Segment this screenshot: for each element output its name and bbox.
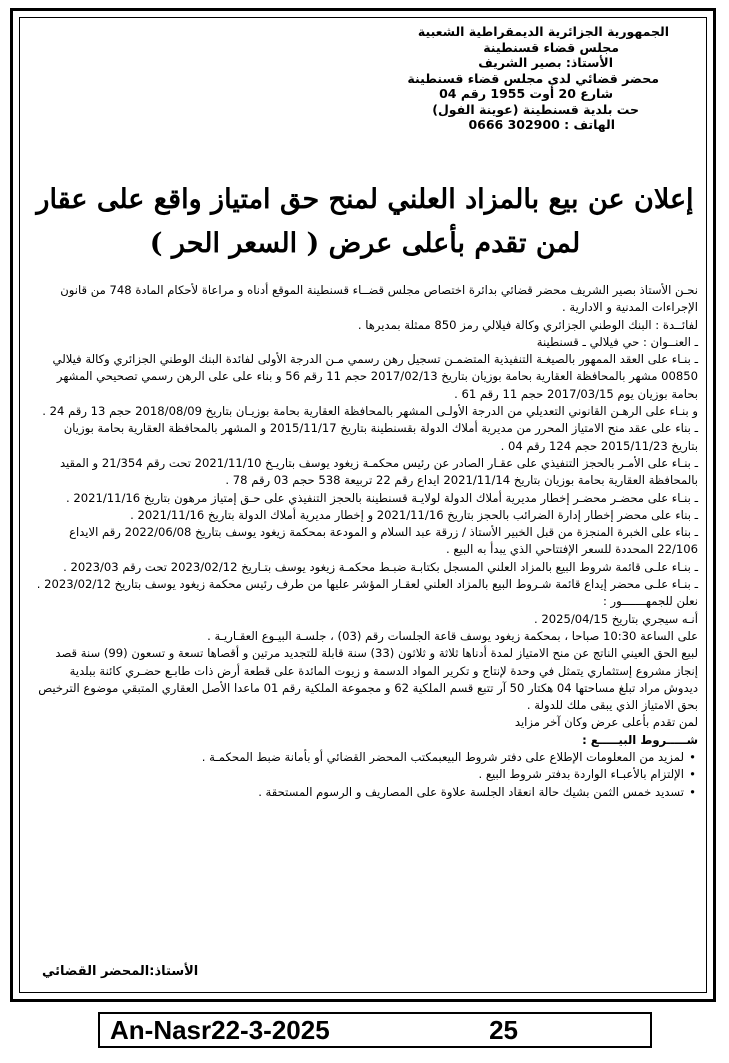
header-line: الجمهورية الجزائرية الديمقراطية الشعبية xyxy=(417,24,669,39)
header-line: الأستاذ: بصير الشريف xyxy=(478,55,613,70)
body-paragraph: ـ بنـاء على الأمـر بالحجز التنفيذي على عقـار الصادر عن رئيس محكمـة زيغود يوسف بتاريـخ 2021/11/10 تحت رقم 21/354 و المقيد بالمحافظة العقارية بحامة بوزيان بتاريخ 2021/11/14 ايداع رقم 22 تربيعة 538 حجم 03 رقم 78 . xyxy=(59,455,698,488)
body-paragraph: ـ بنـاء على محضـر محضـر إخطار مديرية أملاك الدولة لولايـة قسنطينة بالحجز التنفيذي على حـق إمتياز مرهون بتاريخ 2021/11/16 . xyxy=(65,490,698,505)
conditions-list xyxy=(34,749,698,801)
header-line: شارع 20 أوت 1955 رقم 04 xyxy=(439,86,613,101)
body-paragraph: لفائــدة : البنك الوطني الجزائري وكالة فيلالي رمز 850 ممثلة بمديرها . xyxy=(357,317,698,332)
body-paragraph: ـ بنـاء علـى قائمة شروط البيع بالمزاد العلني المسجل بكتابـة ضبـط محكمـة زيغود يوسف بتـاريخ 2023/02/12 تحت رقم 2023/03 . xyxy=(63,559,698,574)
body-paragraph: نعلن للجمهـــــــور : xyxy=(602,594,698,609)
body-paragraph: لمن تقدم بأعلى عرض وكان آخر مزايد xyxy=(514,715,698,730)
signature: الأستاذ:المحضر القضائي xyxy=(42,964,199,979)
body-paragraph: ـ بنـاء على العقد الممهور بالصيغـة التنفيذية المتضمـن تسجيل رهن رسمي مـن الدرجة الأولى لفائدة البنك الوطني الجزائري وكالة فيلالي 00850 مشهر بالمحافظة العقارية بحامة بوزيان بتاريخ 2017/02/13 حجم 11 رقم 56 و بناء على على الرهن رسمي تصحيحي المشهر بحامة بوزيان يوم 2017/03/15 حجم 11 رقم 61 . xyxy=(52,352,698,401)
newspaper-date: An-Nasr22-3-2025 xyxy=(110,1015,330,1045)
body-paragraph: على الساعة 10:30 صباحا ، بمحكمة زيغود يوسف قاعة الجلسات رقم (03) ، جلسـة البيـوع العقـاريـة . xyxy=(207,628,698,643)
announcement-body xyxy=(34,282,698,801)
announcement-title xyxy=(30,178,700,266)
header-line: محضر قضائي لدى مجلس قضاء قسنطينة xyxy=(407,70,659,86)
title-line-1: إعلان عن بيع بالمزاد العلني لمنح حق امتياز واقع على عقار xyxy=(36,184,694,215)
header-line: الهاتف : 302900 0666 xyxy=(468,117,615,132)
title-line-2: لمن تقدم بأعلى عرض ( السعر الحر ) xyxy=(149,228,581,259)
header-line: مجلس قضاء قسنطينة xyxy=(483,39,619,55)
condition-item: • الإلتزام بالأعبـاء الواردة بدفتر شروط البيع . xyxy=(34,766,684,783)
condition-item: • تسديد خمس الثمن بشيك حالة انعقاد الجلسة علاوة على المصاريف و الرسوم المستحقة . xyxy=(34,784,684,801)
body-paragraph: ـ بنـاء علـى محضر إيداع قائمة شـروط البيع بالمزاد العلني لعقـار المؤشر عليها من طرف رئيس محكمة زيغود يوسف بتاريخ 2023/02/12 . xyxy=(36,577,698,592)
page-number: 25 xyxy=(489,1015,518,1045)
conditions-heading: شـــــروط البيـــــع : xyxy=(582,732,698,747)
body-paragraph: أنـه سيجري بتاريخ 2025/04/15 . xyxy=(533,611,698,626)
letterhead xyxy=(189,24,669,133)
condition-item: • لمزيد من المعلومات الإطلاع على دفتر شروط البيعبمكتب المحضر القضائي أو بأمانة ضبط المحكمـة . xyxy=(34,749,684,766)
body-paragraph: لبيع الحق العيني الناتج عن منح الامتياز لمدة أدناها ثلاثة و ثلاثون (33) سنة قابلة للتجديد مرتين و أقصاها تسعة و تسعون (99) سنة قصد إنجاز مشروع إستثماري يتمثل في وحدة لإنتاج و تكرير المواد الدسمة و زيوت المائدة على قطعة أرض ذات طابـع حضـري كائنة ببلدية ديدوش مراد تبلغ مساحتها 04 هكتار 50 آر تتبع قسم الملكية 62 و مجموعة الملكية رقم 01 ماعدا الأصل العقاري المتبقي موضوع الترخيص بحق الامتياز الذي يبقى ملك للدولة . xyxy=(38,646,698,713)
body-paragraph: و بنـاء على الرهـن القانوني التعديلي من الدرجة الأولـى المشهر بالمحافظة العقارية بحامة بوزيـان بتاريخ 2018/08/09 حجم 13 رقم 24 . xyxy=(42,404,698,419)
body-paragraph: ـ العنــوان : حي فيلالي ـ قسنطينة xyxy=(536,334,698,349)
header-line: حت بلدية قسنطينة (عوينة الفول) xyxy=(432,101,639,117)
body-paragraph: ـ بناء على محضر إخطار إدارة الضرائب بالحجز بتاريخ 2021/11/16 و إخطار مديرية أملاك الدولة بتاريخ 2021/11/16 . xyxy=(130,507,698,522)
page-footer xyxy=(98,1012,652,1048)
body-paragraph: ـ بناء على الخبرة المنجزة من قبل الخبير الأستاذ / زرقة عبد السلام و المودعة بمحكمة زيغود يوسف بتاريخ 2022/06/08 رقم الايداع 22/106 المحددة للسعر الإفتتاحي الذي يبدأ به البيع . xyxy=(69,525,698,557)
body-paragraph: نحـن الأستاذ بصير الشريف محضر قضائي بدائرة اختصاص مجلس قضــاء قسنطينة الموقع أدناه و مراعاة لأحكام المادة 748 من قانون الإجراءات المدنية و الادارية . xyxy=(60,283,698,315)
body-paragraph: ـ بناء على عقد منح الامتياز المحرر من مديرية أملاك الدولة بقسنطينة بتاريخ 2015/11/17 و المشهر بالمحافظة العقارية بحامة بوزيان بتاريخ 2015/11/23 حجم 124 رقم 04 . xyxy=(63,421,698,453)
